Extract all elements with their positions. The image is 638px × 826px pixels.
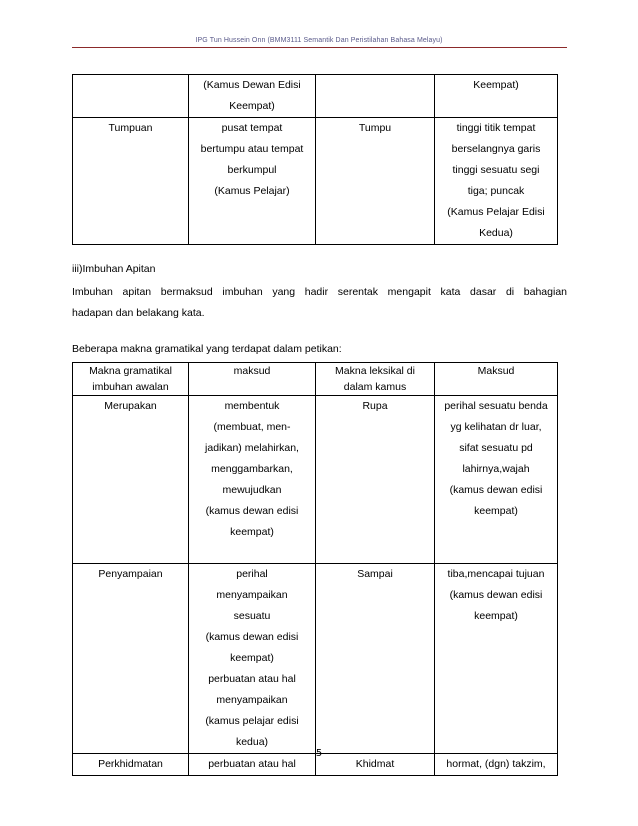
- paragraph-line: hadapan dan belakang kata.: [72, 307, 205, 319]
- cell-text-line: menyampaikan: [216, 694, 288, 706]
- cell-text-line: berselangnya garis: [451, 143, 541, 155]
- cell-text-line: Perkhidmatan: [98, 758, 163, 770]
- table-cell: [189, 564, 316, 754]
- table-cell: [189, 118, 316, 245]
- cell-text-line: hormat, (dgn) takzim,: [446, 758, 546, 770]
- cell-text-line: mewujudkan: [222, 484, 282, 496]
- table-row: [73, 118, 558, 245]
- paragraph-line: Imbuhan apitan bermaksud imbuhan yang hadir serentak mengapit kata dasar di bahagian: [72, 286, 567, 298]
- cell-text-line: Tumpuan: [108, 122, 153, 134]
- cell-text-line: keempat): [230, 526, 274, 538]
- table-cell: [316, 564, 435, 754]
- cell-text-line: Penyampaian: [98, 568, 163, 580]
- cell-text-line: yg kelihatan dr luar,: [450, 421, 542, 433]
- cell-text-line: sifat sesuatu pd: [459, 442, 533, 454]
- table-header-row: [73, 363, 558, 396]
- cell-text-line: lahirnya,wajah: [462, 463, 530, 475]
- cell-text-line: perbuatan atau hal: [208, 673, 296, 685]
- cell-text-line: perihal: [236, 568, 268, 580]
- table-cell: [316, 75, 435, 118]
- column-header: [316, 363, 435, 396]
- cell-text-line: Keempat): [229, 100, 275, 112]
- table-cell: [435, 396, 558, 564]
- cell-text-line: dalam kamus: [343, 381, 407, 393]
- cell-text-line: jadikan) melahirkan,: [205, 442, 299, 454]
- cell-text-line: Rupa: [362, 400, 388, 412]
- cell-text-line: keempat): [474, 505, 518, 517]
- cell-text-line: imbuhan awalan: [92, 381, 169, 393]
- cell-text-line: tinggi titik tempat: [456, 122, 536, 134]
- cell-text-line: bertumpu atau tempat: [200, 143, 304, 155]
- cell-text-line: keempat): [230, 652, 274, 664]
- cell-text-line: tiba,mencapai tujuan: [447, 568, 545, 580]
- cell-text-line: Makna gramatikal: [89, 365, 172, 377]
- cell-text-line: (membuat, men-: [213, 421, 291, 433]
- table-cell: [189, 75, 316, 118]
- cell-text-line: (kamus pelajar edisi: [205, 715, 299, 727]
- cell-text-line: maksud: [233, 365, 271, 377]
- section-heading: iii)Imbuhan Apitan: [72, 263, 156, 275]
- cell-text-line: Tumpu: [358, 122, 392, 134]
- cell-text-line: Khidmat: [355, 758, 395, 770]
- cell-text-line: Kedua): [479, 227, 513, 239]
- table-row: [73, 75, 558, 118]
- table-cell: [73, 396, 189, 564]
- cell-text-line: Maksud: [477, 365, 515, 377]
- table-cell: [435, 118, 558, 245]
- column-header: [435, 363, 558, 396]
- column-header: [189, 363, 316, 396]
- table-intro: Beberapa makna gramatikal yang terdapat dalam petikan:: [72, 343, 342, 355]
- cell-text-line: menggambarkan,: [211, 463, 293, 475]
- table-continued: [72, 74, 558, 245]
- cell-text-line: tiga; puncak: [467, 185, 525, 197]
- cell-text-line: (Kamus Dewan Edisi: [203, 79, 301, 91]
- cell-text-line: (kamus dewan edisi: [205, 505, 299, 517]
- table-cell: [73, 118, 189, 245]
- cell-text-line: menyampaikan: [216, 589, 288, 601]
- cell-text-line: Makna leksikal di: [335, 365, 415, 377]
- header-rule: [72, 47, 567, 48]
- cell-text-line: (Kamus Pelajar): [214, 185, 290, 197]
- table-cell: [316, 396, 435, 564]
- table-row: [73, 564, 558, 754]
- table-cell: [189, 396, 316, 564]
- cell-text-line: Sampai: [357, 568, 393, 580]
- cell-text-line: (Kamus Pelajar Edisi: [447, 206, 545, 218]
- cell-text-line: perbuatan atau hal: [208, 758, 296, 770]
- cell-text-line: (kamus dewan edisi: [449, 589, 543, 601]
- cell-text-line: tinggi sesuatu segi: [452, 164, 540, 176]
- table-row: [73, 396, 558, 564]
- cell-text-line: keempat): [474, 610, 518, 622]
- cell-text-line: Keempat): [473, 79, 519, 91]
- table-cell: [316, 118, 435, 245]
- cell-text-line: perihal sesuatu benda: [444, 400, 548, 412]
- cell-text-line: (kamus dewan edisi: [205, 631, 299, 643]
- cell-text-line: sesuatu: [233, 610, 271, 622]
- cell-text-line: pusat tempat: [221, 122, 283, 134]
- running-header: IPG Tun Hussein Onn (BMM3111 Semantik Dan Peristilahan Bahasa Melayu): [195, 37, 443, 44]
- table-cell: [435, 75, 558, 118]
- table-cell: [73, 75, 189, 118]
- table-imbuhan-apitan: [72, 362, 558, 776]
- page-number: 5: [315, 748, 323, 759]
- cell-text-line: (kamus dewan edisi: [449, 484, 543, 496]
- cell-text-line: kedua): [235, 736, 269, 748]
- cell-text-line: berkumpul: [227, 164, 277, 176]
- cell-text-line: membentuk: [224, 400, 280, 412]
- table-cell: [435, 564, 558, 754]
- table-cell: [73, 564, 189, 754]
- cell-text-line: Merupakan: [104, 400, 157, 412]
- column-header: [73, 363, 189, 396]
